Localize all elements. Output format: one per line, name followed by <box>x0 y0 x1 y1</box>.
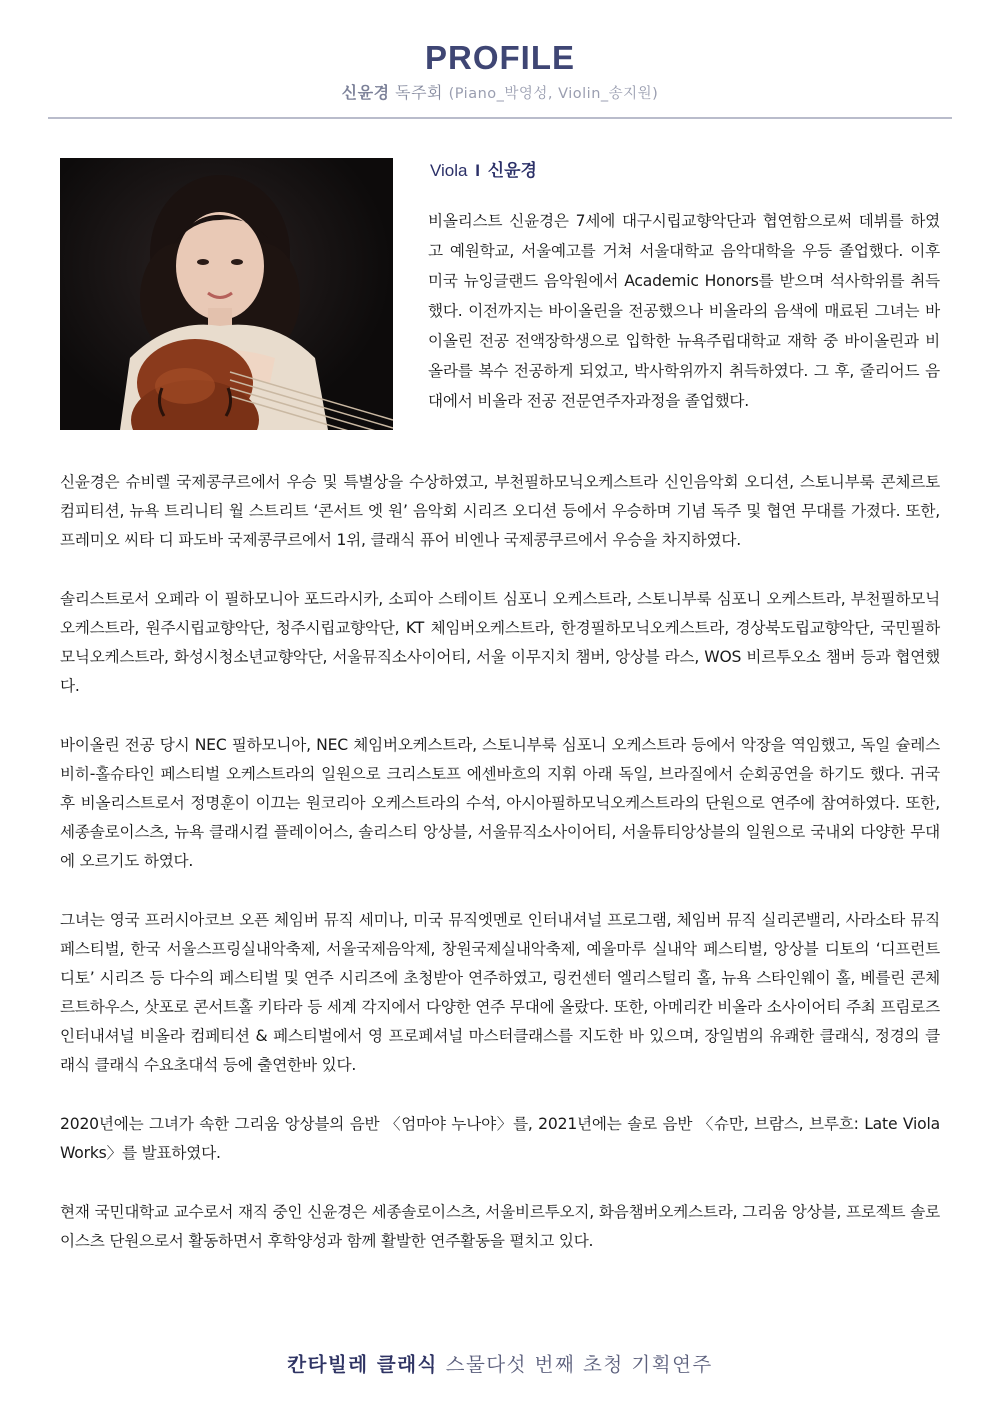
bio-paragraph-albums: 2020년에는 그녀가 속한 그리움 앙상블의 음반 〈엄마야 누나야〉를, 2021년에는 솔로 음반 〈슈만, 브람스, 브루흐: Late Viola Works〉를 발표하였다. <box>60 1115 940 1162</box>
artist-photo-illustration <box>60 158 393 430</box>
profile-separator: I <box>475 161 480 180</box>
bio-paragraph-current: 현재 국민대학교 교수로서 재직 중인 신윤경은 세종솔로이스츠, 서울비르투오지, 화음챔버오케스트라, 그리움 앙상블, 프로젝트 솔로이스츠 단원으로서 활동하면서 후학양성과 함께 활발한 연주활동을 펼치고 있다. <box>60 1203 940 1250</box>
profile-heading <box>430 156 537 181</box>
page-subtitle <box>0 80 1000 103</box>
page-title: PROFILE <box>424 39 575 76</box>
profile-name: 신윤경 <box>487 161 537 180</box>
profile-intro: 비올리스트 신윤경은 7세에 대구시립교향악단과 협연함으로써 데뷔를 하였고 예원학교, 서울예고를 거쳐 서울대학교 음악대학을 우등 졸업했다. 이후 미국 뉴잉글랜드 음악원에서 Academic Honors를 받으며 석사학위를 취득했다. 이전까지는 바이올린을 전공했으나 비올라의 음색에 매료된 그녀는 바이올린 전공 전액장학생으로 입학한 뉴욕주립대학교 재학 중 바이올린과 비올라를 복수 전공하게 되었고, 박사학위까지 취득하였다. 그 후, 줄리어드 음대에서 비올라 전공 전문연주자과정을 졸업했다. <box>428 212 940 410</box>
bio-paragraph-awards: 신윤경은 슈비렐 국제콩쿠르에서 우승 및 특별상을 수상하였고, 부천필하모닉오케스트라 신인음악회 오디션, 스토니부룩 콘체르토 컴피티션, 뉴욕 트리니티 월 스트리트 ‘콘서트 엣 원’ 음악회 시리즈 오디션 등에서 우승하며 기념 독주 및 협연 무대를 가졌다. 또한, 프레미오 씨타 디 파도바 국제콩쿠르에서 1위, 클래식 퓨어 비엔나 국제콩쿠르에서 우승을 차지하였다. <box>60 473 940 549</box>
page-footer <box>0 1349 1000 1377</box>
bio-paragraph-orchestra: 바이올린 전공 당시 NEC 필하모니아, NEC 체임버오케스트라, 스토니부룩 심포니 오케스트라 등에서 악장을 역임했고, 독일 슐레스비히-홀슈타인 페스티벌 오케스트라의 일원으로 크리스토프 에센바흐의 지휘 아래 독일, 브라질에서 순회공연을 하기도 했다. 귀국 후 비올리스트로서 정명훈이 이끄는 원코리아 오케스트라의 수석, 아시아필하모닉오케스트라의 단원으로 연주에 참여하였다. 또한, 세종솔로이스츠, 뉴욕 클래시컬 플레이어스, 솔리스티 앙상블, 서울뮤직소사이어티, 서울튜티앙상블의 일원으로 국내외 다양한 무대에 오르기도 하였다. <box>60 736 940 870</box>
subtitle-artist-name: 신윤경 <box>341 83 390 102</box>
subtitle-event: 독주회 <box>395 83 443 102</box>
biography-body <box>60 468 940 1286</box>
footer-description: 스물다섯 번째 초청 기획연주 <box>445 1353 713 1376</box>
page-header <box>0 38 1000 103</box>
artist-photo <box>60 158 393 430</box>
profile-role: Viola <box>430 161 468 180</box>
header-divider <box>48 117 952 119</box>
subtitle-performers: (Piano_박영성, Violin_송지원) <box>448 86 659 102</box>
footer-host: 칸타빌레 클래식 <box>287 1353 438 1376</box>
bio-paragraph-festivals: 그녀는 영국 프러시아코브 오픈 체임버 뮤직 세미나, 미국 뮤직엣멘로 인터내셔널 프로그램, 체임버 뮤직 실리콘밸리, 사라소타 뮤직 페스티벌, 한국 서울스프링실내악축제, 서울국제음악제, 창원국제실내악축제, 예울마루 실내악 페스티벌, 앙상블 디토의 ‘디프런트 디토’ 시리즈 등 다수의 페스티벌 및 연주 시리즈에 초청받아 연주하였고, 링컨센터 엘리스털리 홀, 뉴욕 스타인웨이 홀, 베를린 콘체르트하우스, 삿포로 콘서트홀 키타라 등 세계 각지에서 다양한 연주 무대에 올랐다. 또한, 아메리칸 비올라 소사이어티 주최 프림로즈 인터내셔널 비올라 컴페티션 & 페스티벌에서 영 프로페셔널 마스터클래스를 지도한 바 있으며, 장일범의 유쾌한 클래식, 정경의 클래식 클래식 수요초대석 등에 출연한바 있다. <box>60 911 940 1074</box>
bio-paragraph-soloist: 솔리스트로서 오페라 이 필하모니아 포드라시카, 소피아 스테이트 심포니 오케스트라, 스토니부룩 심포니 오케스트라, 부천필하모닉오케스트라, 원주시립교향악단, 청주시립교향악단, KT 체임버오케스트라, 한경필하모닉오케스트라, 경상북도립교향악단, 국민필하모닉오케스트라, 화성시청소년교향악단, 서울뮤직소사이어티, 서울 이무지치 챔버, 앙상블 라스, WOS 비르투오소 챔버 등과 협연했다. <box>60 590 940 695</box>
